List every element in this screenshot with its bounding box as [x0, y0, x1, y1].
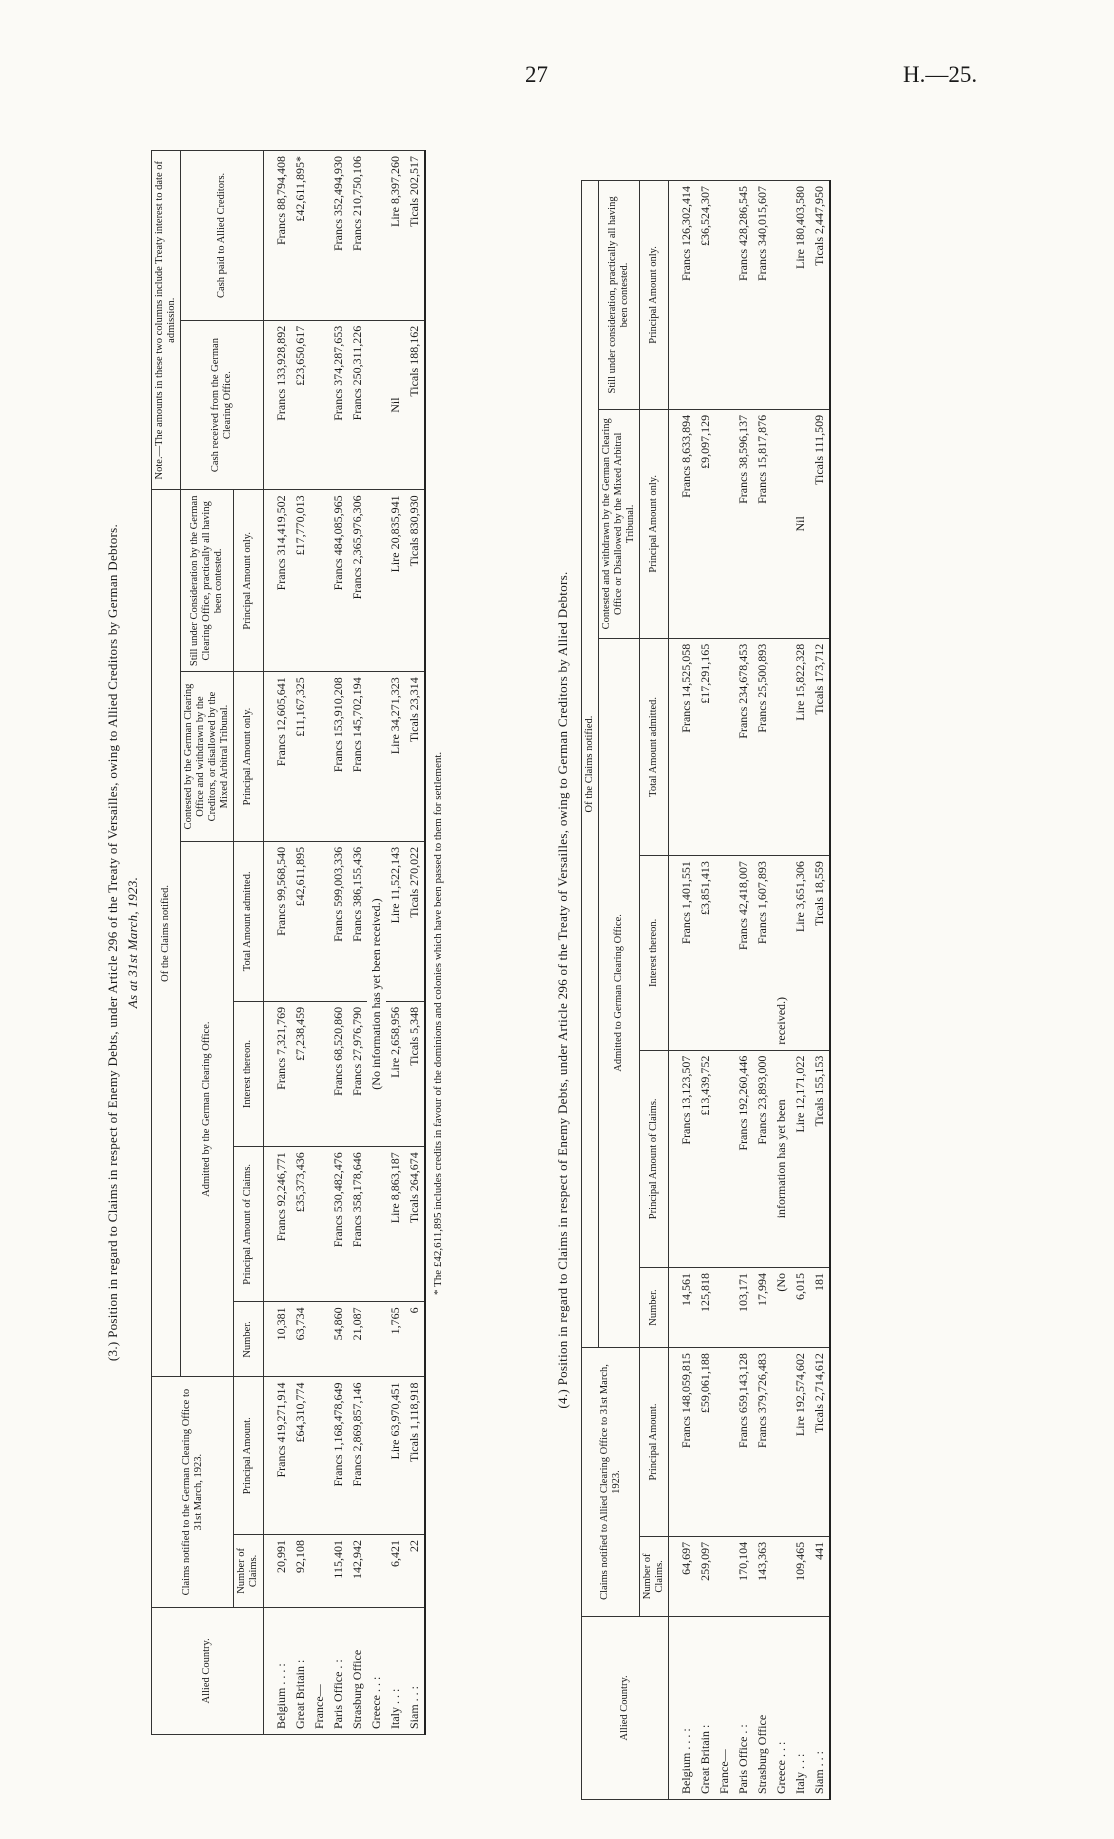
t4-principal: Francs 659,143,128	[734, 1348, 753, 1537]
t3-contested: Ticals 23,314	[405, 672, 425, 842]
table-row	[348, 151, 367, 1735]
t3-total: Francs 599,003,336	[329, 841, 348, 1001]
t4-admitted-principal: Lire 12,171,022	[791, 1050, 810, 1267]
table-row	[810, 181, 830, 1800]
t3-header-still-principal: Principal Amount only.	[234, 490, 263, 672]
table-row	[734, 181, 753, 1800]
t4-country: Great Britain :	[696, 1616, 715, 1799]
t3-number: 21,087	[348, 1302, 367, 1377]
t4-admitted-principal: Francs 192,260,446	[734, 1050, 753, 1267]
t4-number: 14,561	[677, 1268, 696, 1348]
table-4-title-text: (4.) Position in regard to Claims in respect of Enemy Debts, under Article 296 of the Treaty of Versailles, owing to German Creditors by Allied Debtors.	[555, 571, 570, 1409]
t3-header-principal: Principal Amount.	[234, 1377, 263, 1535]
t4-number: 181	[810, 1268, 830, 1348]
t4-total: Francs 234,678,453	[734, 638, 753, 855]
table-4-section	[555, 180, 935, 1800]
t3-still: £17,770,013	[291, 490, 310, 672]
t4-num-claims: 259,097	[696, 1536, 715, 1616]
t3-still: Francs 2,365,976,306	[348, 490, 367, 672]
table-row	[405, 151, 425, 1735]
t3-number: 6	[405, 1302, 425, 1377]
t4-total: Ticals 173,712	[810, 638, 830, 855]
t4-interest: Francs 1,401,551	[677, 856, 696, 1051]
t3-admitted-principal: Lire 8,863,187	[386, 1147, 405, 1302]
t3-total: Lire 11,522,143	[386, 841, 405, 1001]
t4-no-information-1: (No	[772, 1268, 791, 1348]
t4-interest: Francs 42,418,007	[734, 856, 753, 1051]
t3-header-cash-received: Cash received from the German Clearing Office.	[181, 320, 263, 490]
t4-still: £36,524,307	[696, 181, 715, 410]
t3-still: Francs 484,085,965	[329, 490, 348, 672]
t4-header-principal: Principal Amount.	[640, 1348, 669, 1537]
table-row	[753, 181, 772, 1800]
t3-cash-paid: £42,611,895*	[291, 151, 310, 321]
t4-contested: Francs 38,596,137	[734, 409, 753, 638]
table-3-subtitle: As at 31st March, 1923.	[125, 876, 140, 1009]
t4-header-notified: Claims notified to Allied Clearing Office to 31st March, 1923.	[582, 1348, 640, 1617]
t3-num-claims: 22	[405, 1535, 425, 1608]
table-4-title	[555, 180, 571, 1800]
t4-principal: Francs 148,059,815	[677, 1348, 696, 1537]
t4-num-claims: 143,363	[753, 1536, 772, 1616]
t3-no-information: (No information has yet been received.)	[367, 841, 386, 1146]
t4-header-contested-principal: Principal Amount only.	[640, 409, 669, 638]
t4-principal: Lire 192,574,602	[791, 1348, 810, 1537]
table-3-footnote: * The £42,611,895 includes credits in favour of the dominions and colonies which have been passed to them for settlement.	[431, 751, 444, 1295]
t3-cash-paid: Francs 210,750,106	[348, 151, 367, 321]
t3-header-notified: Claims notified to the German Clearing Office to 31st March, 1923.	[152, 1377, 234, 1607]
t4-country: Greece . . :	[772, 1616, 791, 1799]
t4-total: Lire 15,822,328	[791, 638, 810, 855]
t4-still: Francs 340,015,607	[753, 181, 772, 410]
t3-principal: Lire 63,970,451	[386, 1377, 405, 1535]
table-row	[696, 181, 715, 1800]
t3-interest: Francs 27,976,790	[348, 1001, 367, 1146]
t4-num-claims: 441	[810, 1536, 830, 1616]
t3-country: Italy . . :	[386, 1607, 405, 1734]
t4-still: Francs 428,286,545	[734, 181, 753, 410]
t4-country: Siam . . :	[810, 1616, 830, 1799]
t4-still: Lire 180,403,580	[791, 181, 810, 410]
table-row	[367, 151, 386, 1735]
t3-header-of-claims: Of the Claims notified.	[152, 490, 181, 1377]
t3-principal: Francs 419,271,914	[272, 1377, 291, 1535]
t4-contested: Ticals 111,509	[810, 409, 830, 638]
t4-header-num-claims: Number of Claims.	[640, 1536, 669, 1616]
t3-cash-received: Nil	[386, 320, 405, 490]
t3-principal: Francs 1,168,478,649	[329, 1377, 348, 1535]
t3-header-contested-principal: Principal Amount only.	[234, 672, 263, 842]
t4-admitted-principal: £13,439,752	[696, 1050, 715, 1267]
t3-interest: Lire 2,658,956	[386, 1001, 405, 1146]
t4-contested: £9,097,129	[696, 409, 715, 638]
t4-total: Francs 25,500,893	[753, 638, 772, 855]
t3-contested: £11,167,325	[291, 672, 310, 842]
t3-admitted-principal: Francs 92,246,771	[272, 1147, 291, 1302]
t4-interest: £3,851,413	[696, 856, 715, 1051]
t3-number: 1,765	[386, 1302, 405, 1377]
t4-admitted-principal: Ticals 155,153	[810, 1050, 830, 1267]
t4-interest: Francs 1,607,893	[753, 856, 772, 1051]
t3-contested: Francs 12,605,641	[272, 672, 291, 842]
t3-still: Francs 314,419,502	[272, 490, 291, 672]
t3-admitted-principal: Francs 358,178,646	[348, 1147, 367, 1302]
t4-header-number: Number.	[640, 1268, 669, 1348]
t3-interest: £7,238,459	[291, 1001, 310, 1146]
table-3	[151, 150, 426, 1735]
t4-header-total: Total Amount admitted.	[640, 638, 669, 855]
t4-contested: Nil	[791, 409, 810, 638]
t4-number: 17,994	[753, 1268, 772, 1348]
t4-num-claims: 64,697	[677, 1536, 696, 1616]
t4-header-principal-claims: Principal Amount of Claims.	[640, 1050, 669, 1267]
t3-interest: Francs 68,520,860	[329, 1001, 348, 1146]
t4-interest: Lire 3,651,306	[791, 856, 810, 1051]
t4-header-country: Allied Country.	[582, 1616, 669, 1799]
t3-principal: £64,310,774	[291, 1377, 310, 1535]
t3-header-number: Number.	[234, 1302, 263, 1377]
table-row	[329, 151, 348, 1735]
t4-header-still-principal: Principal Amount only.	[640, 181, 669, 410]
t3-num-claims: 20,991	[272, 1535, 291, 1608]
t3-cash-paid: Francs 352,494,930	[329, 151, 348, 321]
table-row	[310, 151, 329, 1735]
t4-num-claims: 170,104	[734, 1536, 753, 1616]
t3-interest: Francs 7,321,769	[272, 1001, 291, 1146]
table-3-section	[105, 150, 535, 1735]
t3-num-claims: 115,401	[329, 1535, 348, 1608]
t4-still: Ticals 2,447,950	[810, 181, 830, 410]
t3-contested: Lire 34,271,323	[386, 672, 405, 842]
table-row	[677, 181, 696, 1800]
t3-cash-received: Francs 374,287,653	[329, 320, 348, 490]
t3-country: Paris Office . :	[329, 1607, 348, 1734]
t3-cash-received: Francs 250,311,226	[348, 320, 367, 490]
t3-country: Greece . . :	[367, 1607, 386, 1734]
t4-header-still: Still under consideration, practically all having been contested.	[599, 181, 640, 410]
t3-header-interest: Interest thereon.	[234, 1001, 263, 1146]
t4-country: France—	[715, 1616, 734, 1799]
document-reference: H.—25.	[903, 62, 978, 87]
t4-country: Strasburg Office	[753, 1616, 772, 1799]
table-row	[386, 151, 405, 1735]
t3-still: Ticals 830,930	[405, 490, 425, 672]
t4-no-information-2: information has yet been	[772, 1050, 791, 1267]
t3-num-claims: 142,942	[348, 1535, 367, 1608]
t3-cash-paid: Lire 8,397,260	[386, 151, 405, 321]
t4-number: 125,818	[696, 1268, 715, 1348]
t3-header-country: Allied Country.	[152, 1607, 264, 1734]
t3-total: Ticals 270,022	[405, 841, 425, 1001]
t3-total: Francs 99,568,540	[272, 841, 291, 1001]
t3-header-still: Still under Consideration by the German Clearing Office, practically all having been contested.	[181, 490, 234, 672]
t3-admitted-principal: Ticals 264,674	[405, 1147, 425, 1302]
t3-country: Strasburg Office	[348, 1607, 367, 1734]
table-3-title	[105, 150, 141, 1735]
t3-num-claims: 6,421	[386, 1535, 405, 1608]
t4-header-of-claims: Of the Claims notified.	[582, 181, 599, 1348]
t4-principal: Francs 379,726,483	[753, 1348, 772, 1537]
t3-contested: Francs 145,702,194	[348, 672, 367, 842]
table-row	[272, 151, 291, 1735]
t3-header-note: Note.—The amounts in these two columns include Treaty interest to date of admission.	[152, 151, 181, 490]
t4-num-claims: 109,465	[791, 1536, 810, 1616]
t3-cash-received: Ticals 188,162	[405, 320, 425, 490]
t4-interest: Ticals 18,559	[810, 856, 830, 1051]
t4-header-contested: Contested and withdrawn by the German Clearing Office or Disallowed by the Mixed Arbitral Tribunal.	[599, 409, 640, 638]
t3-header-principal-claims: Principal Amount of Claims.	[234, 1147, 263, 1302]
t4-contested: Francs 8,633,894	[677, 409, 696, 638]
t3-interest: Ticals 5,348	[405, 1001, 425, 1146]
table-row	[291, 151, 310, 1735]
table-3-title-text: (3.) Position in regard to Claims in respect of Enemy Debts, under Article 296 of the Treaty of Versailles, owing to Allied Creditors by German Debtors.	[105, 523, 120, 1362]
t4-header-admitted: Admitted to German Clearing Office.	[599, 638, 640, 1347]
t4-admitted-principal: Francs 13,123,507	[677, 1050, 696, 1267]
t4-principal: £59,061,188	[696, 1348, 715, 1537]
t3-cash-paid: Francs 88,794,408	[272, 151, 291, 321]
t3-header-contested: Contested by the German Clearing Office and withdrawn by the Creditors, or disallowed by the Mixed Arbitral Tribunal.	[181, 672, 234, 842]
t3-contested: Francs 153,910,208	[329, 672, 348, 842]
table-row	[772, 181, 791, 1800]
t4-contested: Francs 15,817,876	[753, 409, 772, 638]
t3-header-total: Total Amount admitted.	[234, 841, 263, 1001]
t4-admitted-principal: Francs 23,893,000	[753, 1050, 772, 1267]
t3-admitted-principal: Francs 530,482,476	[329, 1147, 348, 1302]
t3-country: Great Britain :	[291, 1607, 310, 1734]
t3-header-admitted: Admitted by the German Clearing Office.	[181, 841, 234, 1377]
t4-principal: Ticals 2,714,612	[810, 1348, 830, 1537]
table-4	[581, 180, 831, 1800]
t4-country: Paris Office . :	[734, 1616, 753, 1799]
t3-num-claims: 92,108	[291, 1535, 310, 1608]
t3-still: Lire 20,835,941	[386, 490, 405, 672]
t3-header-num-claims: Number of Claims.	[234, 1535, 263, 1608]
t4-total: Francs 14,525,058	[677, 638, 696, 855]
t3-number: 54,860	[329, 1302, 348, 1377]
t3-cash-received: Francs 133,928,892	[272, 320, 291, 490]
t3-country: Belgium . . . :	[272, 1607, 291, 1734]
t4-number: 6,015	[791, 1268, 810, 1348]
t3-admitted-principal: £35,373,436	[291, 1147, 310, 1302]
t3-cash-paid: Ticals 202,517	[405, 151, 425, 321]
t4-country: Belgium . . . :	[677, 1616, 696, 1799]
table-row	[791, 181, 810, 1800]
t3-header-cash-paid: Cash paid to Allied Creditors.	[181, 151, 263, 321]
t4-number: 103,171	[734, 1268, 753, 1348]
t3-country: Siam . . :	[405, 1607, 425, 1734]
t3-cash-received: £23,650,617	[291, 320, 310, 490]
t4-still: Francs 126,302,414	[677, 181, 696, 410]
t3-principal: Francs 2,869,857,146	[348, 1377, 367, 1535]
t3-number: 63,734	[291, 1302, 310, 1377]
t4-no-information-3: received.)	[772, 856, 791, 1051]
t3-total: £42,611,895	[291, 841, 310, 1001]
t3-principal: Ticals 1,118,918	[405, 1377, 425, 1535]
t4-country: Italy . . :	[791, 1616, 810, 1799]
t3-country: France—	[310, 1607, 329, 1734]
t3-total: Francs 386,155,436	[348, 841, 367, 1001]
t4-total: £17,291,165	[696, 638, 715, 855]
page-number: 27	[525, 62, 548, 87]
t4-header-interest: Interest thereon.	[640, 856, 669, 1051]
table-row	[715, 181, 734, 1800]
t3-number: 10,381	[272, 1302, 291, 1377]
